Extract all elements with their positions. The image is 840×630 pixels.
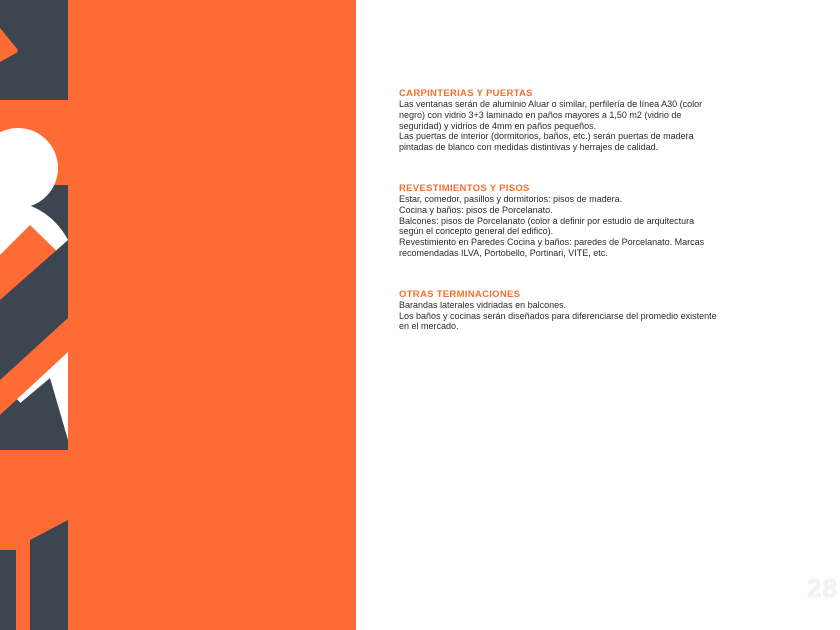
section-body: [399, 300, 759, 332]
body-line: pintadas de blanco con medidas distintivas y herrajes de calidad.: [399, 142, 659, 153]
body-line: Barandas laterales vidriadas en balcones.: [399, 299, 567, 310]
body-line: seguridad) y vidrios de 4mm en paños pequeños.: [399, 120, 597, 131]
section-otras-terminaciones: [399, 289, 759, 332]
page-number: 28: [807, 573, 838, 603]
body-line: Estar, comedor, pasillos y dormitorios: pisos de madera.: [399, 193, 623, 204]
section-title: CARPINTERIAS Y PUERTAS: [399, 88, 533, 99]
section-body: [399, 99, 759, 153]
section-revestimientos: [399, 183, 759, 259]
body-line: Balcones: pisos de Porcelanato (color a definir por estudio de arquitectura: [399, 215, 695, 226]
decorative-panel: [0, 0, 356, 630]
body-line: Las puertas de interior (dormitorios, baños, etc.) serán puertas de madera: [399, 131, 694, 142]
dark-bar-1: [0, 550, 16, 630]
body-line: negro) con vidrio 3+3 laminado en paños mayores a 1,50 m2 (vidrio de: [399, 109, 682, 120]
section-body: [399, 194, 759, 259]
body-line: Los baños y cocinas serán diseñados para diferenciarse del promedio existente: [399, 310, 717, 321]
dark-bar-top-slant: [30, 520, 68, 540]
body-line: según el concepto general del edifico).: [399, 226, 554, 237]
body-line: Las ventanas serán de aluminio Aluar o similar, perfilería de línea A30 (color: [399, 99, 703, 109]
section-carpinterias: [399, 88, 759, 153]
section-title: OTRAS TERMINACIONES: [399, 288, 521, 300]
dark-bar-2: [30, 540, 68, 630]
abstract-shapes-graphic: [0, 0, 356, 630]
content-column: [399, 88, 759, 332]
body-line: en el mercado.: [399, 321, 459, 332]
body-line: Revestimiento en Paredes Cocina y baños: paredes de Porcelanato. Marcas: [399, 237, 705, 248]
body-line: Cocina y baños: pisos de Porcelanato.: [399, 204, 553, 215]
body-line: recomendadas ILVA, Portobello, Portinari, VITE, etc.: [399, 247, 608, 258]
section-title: REVESTIMIENTOS Y PISOS: [399, 182, 530, 194]
